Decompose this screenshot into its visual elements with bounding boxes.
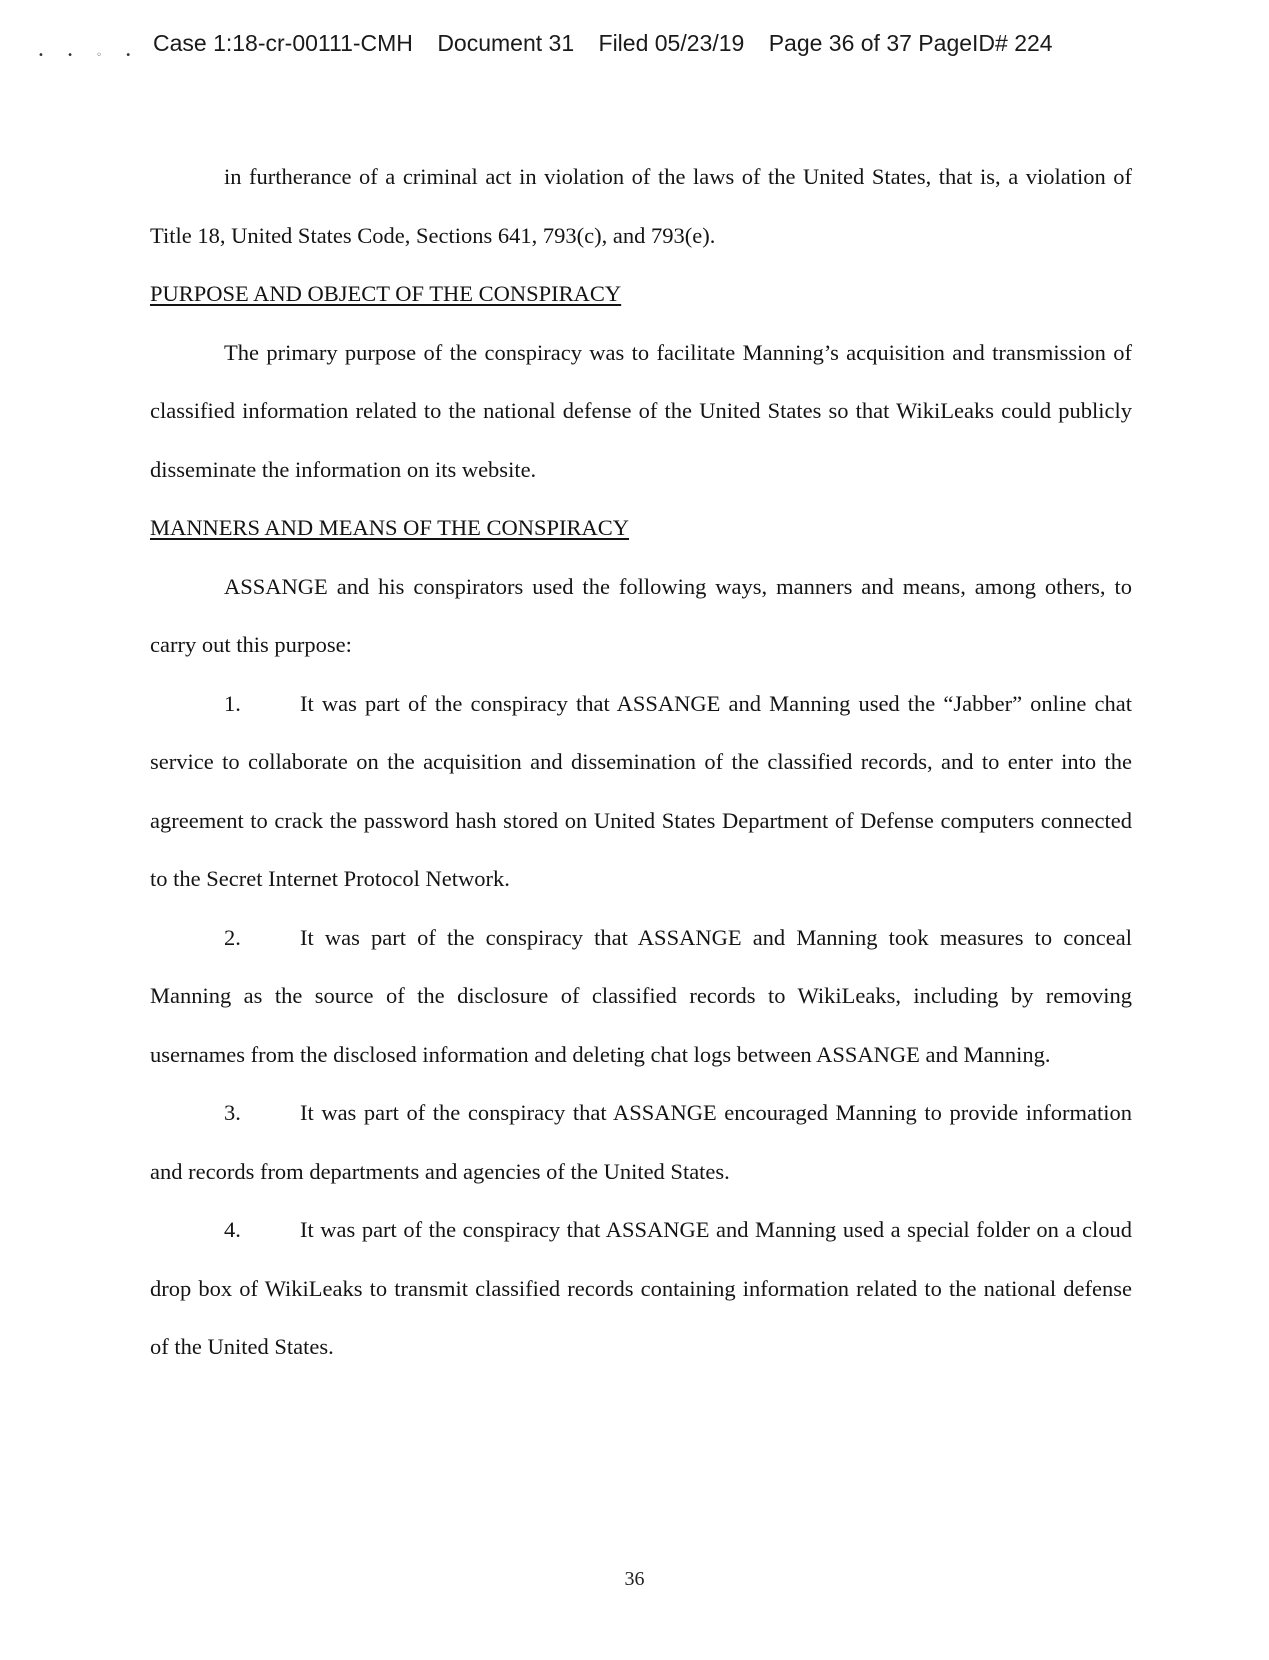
page-id: Page 36 of 37 PageID# 224 [768, 30, 1053, 56]
numbered-item [150, 1084, 1132, 1201]
intro-paragraph: in furtherance of a criminal act in violation of the laws of the United States, that is, a violation of Title 18, United States Code, Sections 641, 793(c), and 793(e). [150, 164, 1132, 248]
numbered-item [150, 1201, 1132, 1377]
purpose-paragraph: The primary purpose of the conspiracy was to facilitate Manning’s acquisition and transmission of classified information related to the national defense of the United States so that WikiLeaks could publicly disseminate the information on its website. [150, 339, 1132, 482]
item-text: It was part of the conspiracy that ASSANGE and Manning took measures to conceal Manning as the source of the disclosure of classified records to WikiLeaks, including by removing usernames from the disclosed information and deleting chat logs between ASSANGE and Manning. [150, 924, 1132, 1067]
item-number: 2. [224, 924, 241, 950]
document-body [150, 148, 1132, 1377]
item-text: It was part of the conspiracy that ASSANGE and Manning used the “Jabber” online chat service to collaborate on the acquisition and dissemination of the classified records, and to enter into the agreement to crack the password hash stored on United States Department of Defense computers connected to the Secret Internet Protocol Network. [150, 690, 1132, 891]
document-number: Document 31 [437, 30, 575, 56]
item-text: It was part of the conspiracy that ASSANGE and Manning used a special folder on a cloud drop box of WikiLeaks to transmit classified records containing information related to the national defense of the United States. [150, 1217, 1132, 1359]
filed-date: Filed 05/23/19 [598, 30, 745, 56]
item-number: 1. [224, 690, 241, 716]
purpose-heading: PURPOSE AND OBJECT OF THE CONSPIRACY [150, 281, 622, 306]
case-header [153, 30, 1053, 57]
manners-paragraph: ASSANGE and his conspirators used the following ways, manners and means, among others, to carry out this purpose: [150, 573, 1132, 657]
numbered-item [150, 675, 1132, 909]
numbered-item [150, 909, 1132, 1085]
manners-heading: MANNERS AND MEANS OF THE CONSPIRACY [150, 515, 630, 540]
scan-artifact-marks: • • ◦ • [38, 50, 142, 61]
item-text: It was part of the conspiracy that ASSANGE encouraged Manning to provide information and records from departments and agencies of the United States. [150, 1100, 1132, 1184]
page-number: 36 [624, 1568, 645, 1590]
item-number: 3. [224, 1100, 241, 1125]
item-number: 4. [224, 1217, 241, 1242]
case-number: Case 1:18-cr-00111-CMH [153, 30, 413, 56]
